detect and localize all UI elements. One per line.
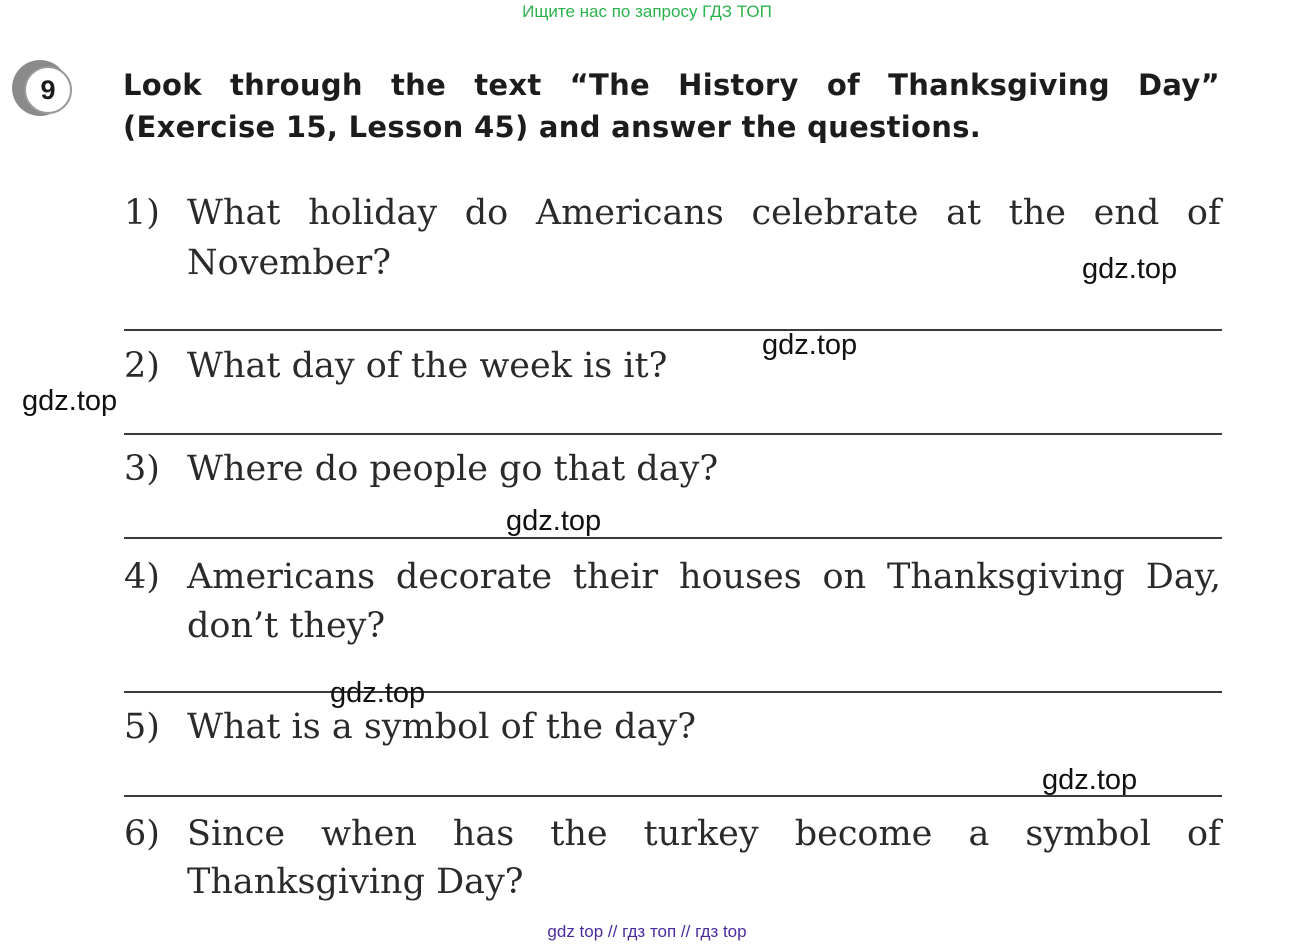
watermark: gdz.top [506,505,602,537]
question-word: the [550,814,608,854]
question-word: end [1093,193,1160,233]
question-5-number: 5) [124,707,160,747]
instruction-word: of [826,68,861,102]
exercise-number: 9 [24,66,72,114]
answer-line-2[interactable] [124,433,1222,435]
footer-links[interactable]: gdz top // гдз топ // гдз top [547,922,747,941]
instruction-word: Thanksgiving [888,68,1110,102]
question-4-line-1 [187,557,1221,597]
instruction-word: History [678,68,799,102]
question-word: symbol [1025,814,1151,854]
question-word: when [321,814,417,854]
instruction-word: the [390,68,447,102]
question-word: do [464,193,509,233]
question-2-line-1: What day of the week is it? [187,346,668,386]
instruction-word: Day” [1138,68,1220,102]
watermark: gdz.top [1082,253,1178,285]
question-word: Americans [535,193,724,233]
question-1-number: 1) [124,193,160,233]
instruction-word: “The [569,68,651,102]
question-6-line-1 [187,814,1221,854]
question-6-number: 6) [124,814,160,854]
question-word: holiday [308,193,438,233]
question-word: of [1186,193,1221,233]
instruction-line-1 [123,68,1220,102]
question-word: Since [187,814,286,854]
watermark: gdz.top [330,677,426,709]
question-3-number: 3) [124,449,160,489]
answer-line-4[interactable] [124,691,1222,693]
question-word: turkey [643,814,759,854]
question-word: the [1008,193,1066,233]
question-word: a [968,814,990,854]
question-5-line-1: What is a symbol of the day? [187,707,696,747]
question-2-number: 2) [124,346,160,386]
question-word: Thanksgiving [886,557,1125,597]
question-4-line-2: don’t they? [187,606,386,646]
question-1-line-1 [187,193,1221,233]
question-word: of [1186,814,1221,854]
answer-line-3[interactable] [124,537,1222,539]
question-word: Americans [187,557,376,597]
question-word: decorate [395,557,553,597]
instruction-word: text [474,68,542,102]
question-4-number: 4) [124,557,160,597]
question-1-line-2: November? [187,243,391,283]
question-word: celebrate [751,193,919,233]
top-banner[interactable]: Ищите нас по запросу ГДЗ ТОП [522,2,772,21]
question-word: houses [678,557,802,597]
instruction-line-2: (Exercise 15, Lesson 45) and answer the questions. [123,110,982,144]
question-word: Day, [1145,557,1221,597]
question-word: their [572,557,659,597]
watermark: gdz.top [1042,764,1138,796]
instruction-word: Look [123,68,202,102]
watermark: gdz.top [22,385,118,417]
question-6-line-2: Thanksgiving Day? [187,862,524,902]
exercise-number-badge [12,60,72,120]
answer-line-1[interactable] [124,329,1222,331]
question-word: become [794,814,933,854]
question-word: on [822,557,867,597]
question-word: What [187,193,281,233]
question-3-line-1: Where do people go that day? [187,449,719,489]
question-word: at [946,193,982,233]
question-word: has [452,814,515,854]
watermark: gdz.top [762,329,858,361]
instruction-word: through [229,68,363,102]
